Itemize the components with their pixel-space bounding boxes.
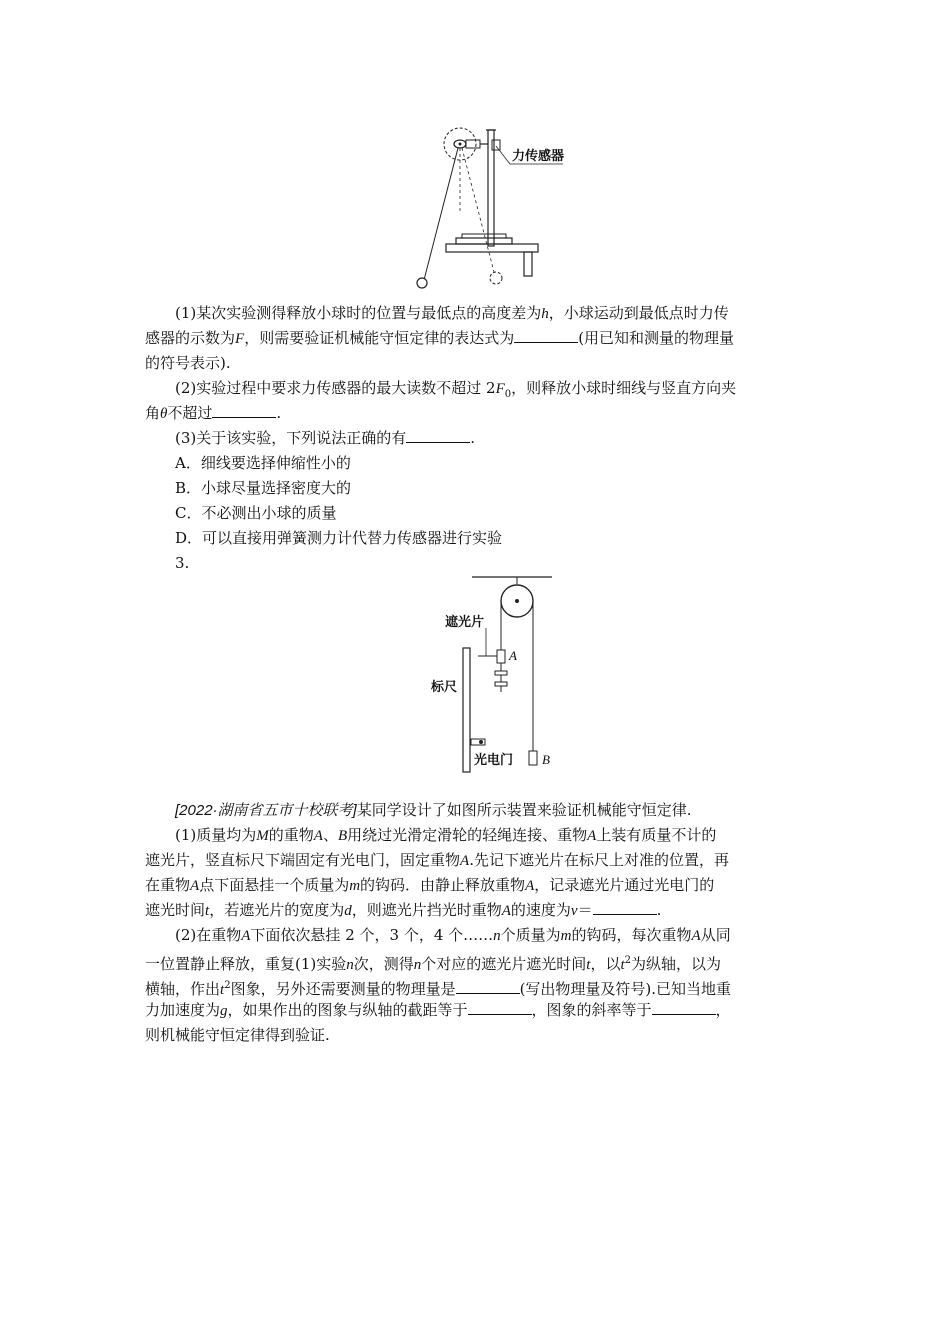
q3-part1-line4: 遮光时间t，若遮光片的宽度为d，则遮光片挡光时重物A的速度为v＝ . [145,901,662,919]
answer-blank[interactable] [514,327,578,343]
ruler-label: 标尺 [431,680,458,695]
q3-number: 3. [175,554,190,572]
shield-label: 遮光片 [445,615,485,630]
answer-blank[interactable] [593,899,657,915]
option-b: B．小球尽量选择密度大的 [175,479,352,497]
option-d: D．可以直接用弹簧测力计代替力传感器进行实验 [175,529,503,547]
answer-blank[interactable] [652,999,716,1015]
answer-blank[interactable] [212,402,276,418]
q3-part2-line5: 则机械能守恒定律得到验证. [145,1026,330,1044]
q3-part2-line4: 力加速度为g，如果作出的图象与纵轴的截距等于 ，图象的斜率等于 ， [145,1001,731,1019]
q2-part1-line2: 感器的示数为F，则需要验证机械能守恒定律的表达式为 (用已知和测量的物理量 [145,329,735,347]
pendulum-diagram [410,120,580,290]
photogate-label: 光电门 [474,753,514,768]
q3-intro: [2022·湖南省五市十校联考]某同学设计了如图所示装置来验证机械能守恒定律. [175,801,692,819]
q3-part2-line3: 横轴，作出$t^2$图象，另外还需要测量的物理量是 (写出物理量及符号).已知当地重 [145,980,732,998]
q2-part1-line1: (1)某次实验测得释放小球时的位置与最低点的高度差为h，小球运动到最低点时力传 [175,304,729,322]
answer-blank[interactable] [456,978,520,994]
q2-part3-line1: (3)关于该实验，下列说法正确的有 . [175,429,476,447]
answer-blank[interactable] [468,999,532,1015]
q2-part2-line2: 角θ不超过 . [145,404,282,422]
force-sensor-label: 力传感器 [512,149,565,164]
q3-part2-line1: (2)在重物A下面依次悬挂 2 个，3 个，4 个……n个质量为m的钩码，每次重物A从同 [175,926,731,944]
option-a: A．细线要选择伸缩性小的 [175,454,351,472]
option-c: C．不必测出小球的质量 [175,504,337,522]
q3-part1-line1: (1)质量均为M的重物A、B用绕过光滑定滑轮的轻绳连接、重物A上装有质量不计的 [175,826,717,844]
pulley-figure [420,568,570,778]
q3-part1-line2: 遮光片，竖直标尺下端固定有光电门，固定重物A.先记下遮光片在标尺上对准的位置，再 [145,851,729,869]
q2-part1-line3: 的符号表示). [145,354,231,372]
q3-part2-line2: 一位置静止释放，重复(1)实验n次，测得n个对应的遮光片遮光时间t，以$t^2$为纵轴，以为 [145,955,722,973]
q2-part2-line1: (2)实验过程中要求力传感器的最大读数不超过 $2F_0$，则释放小球时细线与竖直方向夹 [175,379,737,400]
mass-a-label: A [509,648,517,663]
pendulum-figure [410,120,580,290]
pulley-diagram [420,568,570,778]
q3-part1-line3: 在重物A点下面悬挂一个质量为m的钩码．由静止释放重物A，记录遮光片通过光电门的 [145,876,715,894]
mass-b-label: B [542,752,550,767]
source-tag: [2022·湖南省五市十校联考] [175,802,357,819]
answer-blank[interactable] [406,427,470,443]
